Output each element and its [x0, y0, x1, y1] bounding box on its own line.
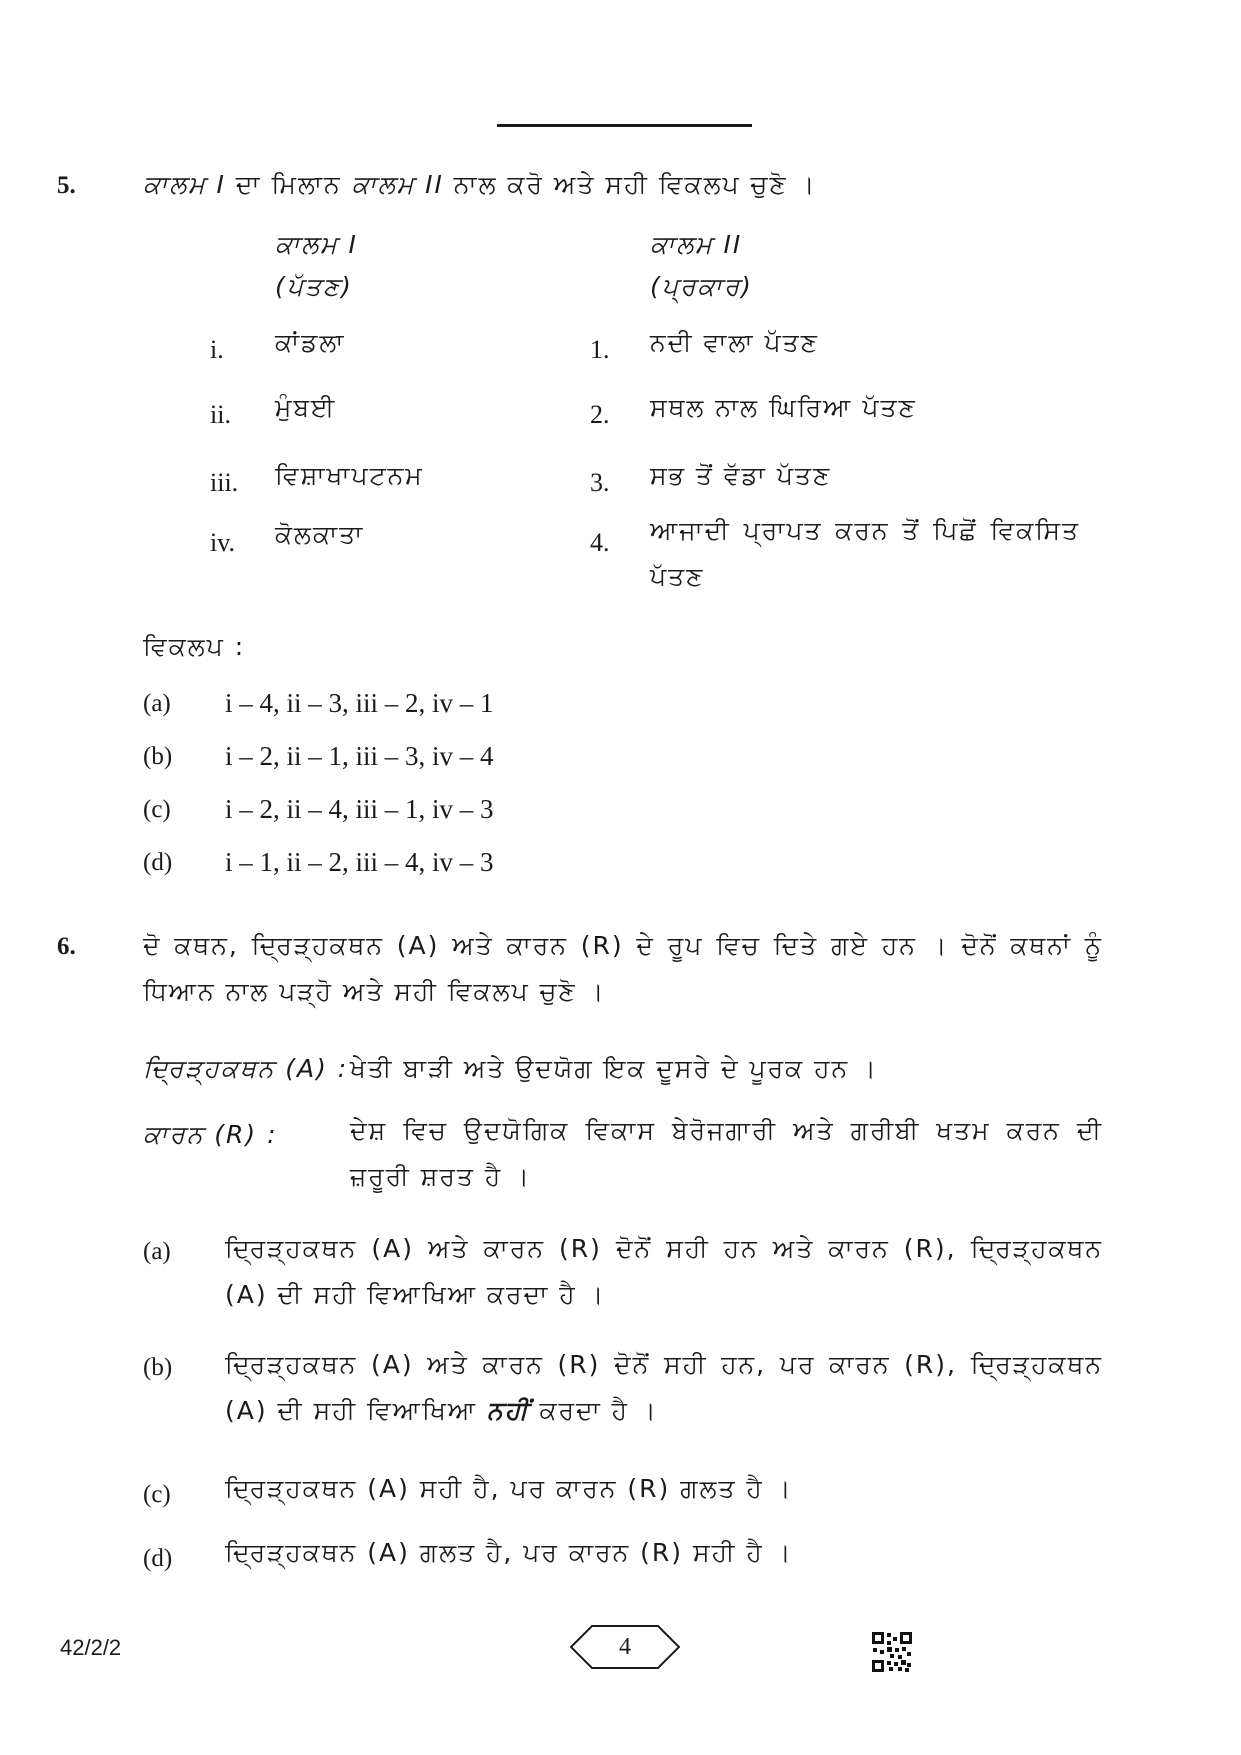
page-number-badge [570, 1625, 680, 1669]
option-text: i – 2, ii – 1, iii – 3, iv – 4 [225, 741, 494, 771]
option-label: (d) [143, 849, 173, 876]
match-right-item: ਆਜਾਦੀ ਪ੍ਰਾਪਤ ਕਰਨ ਤੋਂ ਪਿਛੋਂ ਵਿਕਸਿਤ ਪੱਤਣ [650, 516, 1080, 591]
match-left-label: i. [210, 335, 224, 364]
option-label: (a) [143, 1238, 171, 1265]
option-label: (b) [143, 1354, 173, 1381]
option-text: i – 4, ii – 3, iii – 2, iv – 1 [225, 688, 494, 718]
option-label: (b) [143, 743, 173, 770]
match-right-label: 3. [590, 468, 610, 497]
assertion-text: ਖੇਤੀ ਬਾੜੀ ਅਤੇ ਉਦਯੋਗ ਇਕ ਦੂਸਰੇ ਦੇ ਪੂਰਕ ਹਨ । [350, 1054, 878, 1083]
match-left-item: ਕਾਂਡਲਾ [275, 328, 346, 357]
top-divider [497, 124, 752, 127]
question-6-number: 6. [57, 933, 76, 960]
option-text: ਦ੍ਰਿੜ੍ਹਕਥਨ (A) ਗਲਤ ਹੈ, ਪਰ ਕਾਰਨ (R) ਸਹੀ ਹੈ । [225, 1538, 793, 1567]
match-right-item: ਸਥਲ ਨਾਲ ਘਿਰਿਆ ਪੱਤਣ [650, 393, 917, 422]
match-left-item: ਮੁੰਬਈ [275, 393, 337, 422]
q5-stem-end: ਨਾਲ ਕਰੋ ਅਤੇ ਸਹੀ ਵਿਕਲਪ ਚੁਣੋ । [443, 170, 817, 199]
column-2-subheader: (ਪ੍ਰਕਾਰ) [650, 272, 753, 301]
match-left-label: ii. [210, 400, 231, 429]
option-text: ਦ੍ਰਿੜ੍ਹਕਥਨ (A) ਅਤੇ ਕਾਰਨ (R) ਦੋਨੋਂ ਸਹੀ ਹਨ ਅਤੇ ਕਾਰਨ (R), ਦ੍ਰਿੜ੍ਹਕਥਨ (A) ਦੀ ਸਹੀ ਵਿਆਖਿਆ ਕਰਦਾ ਹੈ । [225, 1234, 1103, 1309]
match-right-item: ਨਦੀ ਵਾਲਾ ਪੱਤਣ [650, 328, 819, 357]
option-text: i – 1, ii – 2, iii – 4, iv – 3 [225, 847, 494, 877]
negation-emphasis: ਨਹੀਂ [487, 1396, 530, 1425]
option-label: (d) [143, 1545, 173, 1572]
option-text: i – 2, ii – 4, iii – 1, iv – 3 [225, 794, 494, 824]
match-right-label: 2. [590, 400, 610, 429]
question-6-stem: ਦੋ ਕਥਨ, ਦ੍ਰਿੜ੍ਹਕਥਨ (A) ਅਤੇ ਕਾਰਨ (R) ਦੇ ਰੂਪ ਵਿਚ ਦਿਤੇ ਗਏ ਹਨ । ਦੋਨੋਂ ਕਥਨਾਂ ਨੂੰ ਧਿਆਨ ਨਾਲ ਪੜ੍ਹੋ ਅਤੇ ਸਹੀ ਵਿਕਲਪ ਚੁਣੋ । [143, 931, 1103, 1006]
assertion-label: ਦ੍ਰਿੜ੍ਹਕਥਨ (A) : [143, 1054, 349, 1083]
column-2-header: ਕਾਲਮ II [650, 230, 743, 259]
column-1-header: ਕਾਲਮ I [275, 230, 358, 259]
option-b-text-before: ਦ੍ਰਿੜ੍ਹਕਥਨ (A) ਅਤੇ ਕਾਰਨ (R) ਦੋਨੋਂ ਸਹੀ ਹਨ, ਪਰ ਕਾਰਨ (R), ਦ੍ਰਿੜ੍ਹਕਥਨ (A) ਦੀ ਸਹੀ ਵਿਆਖਿਆ [225, 1350, 1103, 1425]
q5-stem-col1: ਕਾਲਮ I [143, 170, 226, 199]
match-left-label: iv. [210, 528, 236, 557]
question-5-stem [143, 170, 816, 200]
match-left-item: ਵਿਸ਼ਾਖਾਪਟਨਮ [275, 461, 424, 490]
option-text: ਦ੍ਰਿੜ੍ਹਕਥਨ (A) ਸਹੀ ਹੈ, ਪਰ ਕਾਰਨ (R) ਗਲਤ ਹੈ । [225, 1474, 793, 1503]
match-right-label: 4. [590, 528, 610, 557]
match-left-label: iii. [210, 468, 239, 497]
match-right-item: ਸਭ ਤੋਂ ਵੱਡਾ ਪੱਤਣ [650, 461, 832, 490]
option-b-text-after: ਕਰਦਾ ਹੈ । [529, 1396, 658, 1425]
reason-label: ਕਾਰਨ (R) : [143, 1120, 278, 1149]
paper-code: 42/2/2 [60, 1635, 122, 1660]
options-heading: ਵਿਕਲਪ : [143, 632, 246, 661]
option-text [225, 1342, 1103, 1434]
column-1-subheader: (ਪੱਤਣ) [275, 272, 353, 301]
option-label: (a) [143, 690, 171, 717]
option-label: (c) [143, 1481, 171, 1508]
qr-code-icon [872, 1632, 912, 1672]
match-left-item: ਕੋਲਕਾਤਾ [275, 520, 365, 549]
match-right-label: 1. [590, 335, 610, 364]
question-5-number: 5. [57, 172, 76, 199]
option-label: (c) [143, 796, 171, 823]
page-number: 4 [619, 1634, 631, 1660]
q5-stem-mid: ਦਾ ਮਿਲਾਨ [225, 170, 352, 199]
reason-text: ਦੇਸ਼ ਵਿਚ ਉਦਯੋਗਿਕ ਵਿਕਾਸ ਬੇਰੋਜਗਾਰੀ ਅਤੇ ਗਰੀਬੀ ਖਤਮ ਕਰਨ ਦੀ ਜ਼ਰੂਰੀ ਸ਼ਰਤ ਹੈ । [350, 1116, 1103, 1191]
q5-stem-col2: ਕਾਲਮ II [351, 170, 444, 199]
